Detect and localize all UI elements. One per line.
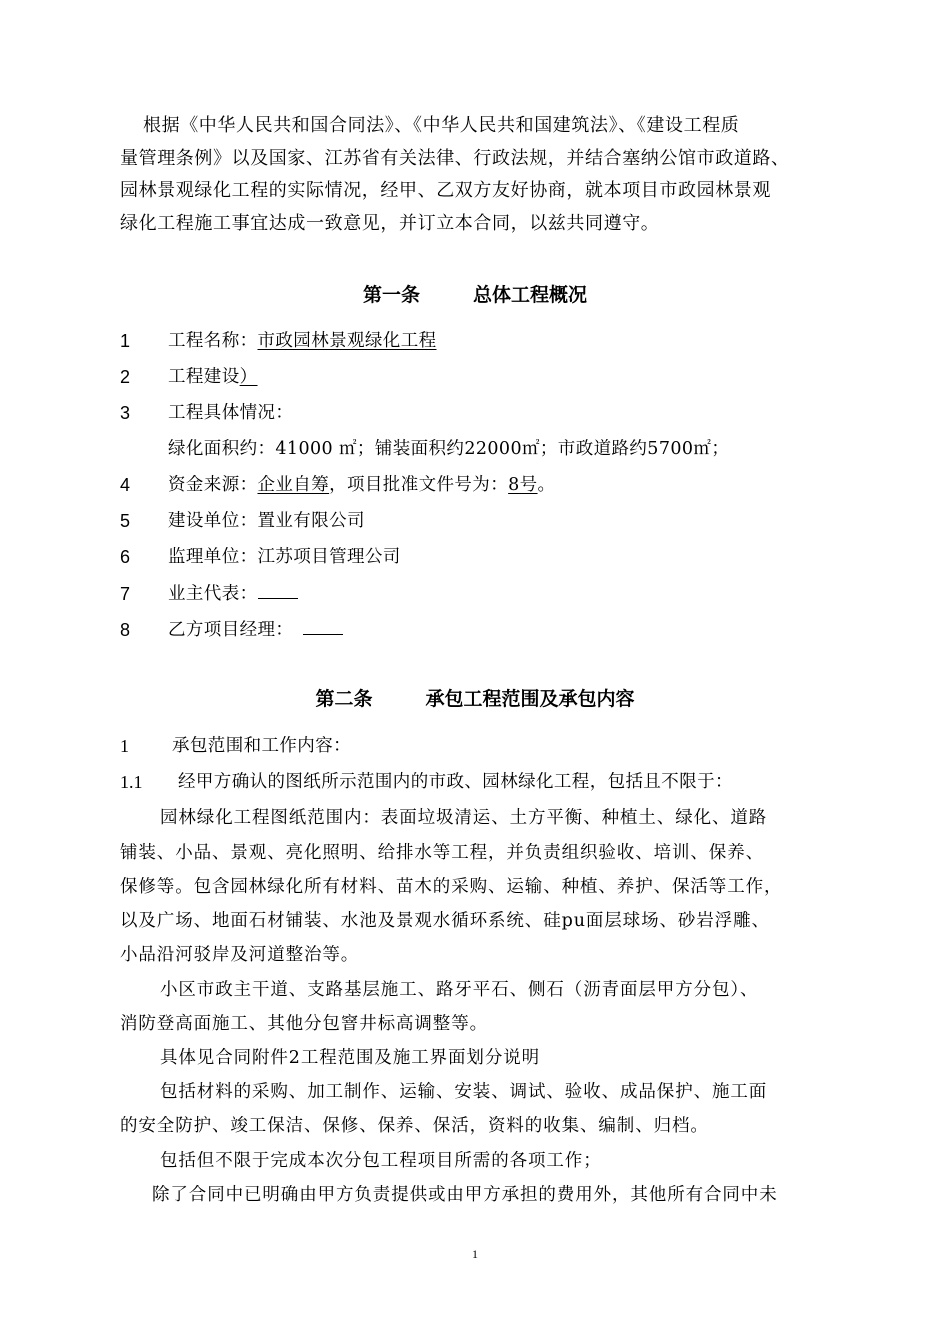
materials-line: 包括材料的采购、加工制作、运输、安装、调试、验收、成品保护、施工面 xyxy=(160,1082,768,1102)
item-number: 1 xyxy=(120,736,129,756)
item-text: 工程建设） xyxy=(168,367,258,387)
intro-line: 根据《中华人民共和国合同法》、《中华人民共和国建筑法》、《建设工程质 xyxy=(143,115,740,136)
garden-scope-line: 保修等。包含园林绿化所有材料、苗木的采购、运输、种植、养护、保活等工作， xyxy=(120,877,783,897)
item-number: 6 xyxy=(120,547,131,567)
item-project-name xyxy=(120,326,840,356)
item-number: 1 xyxy=(120,331,131,351)
attachment-reference: 具体见合同附件2工程范围及施工界面划分说明 xyxy=(160,1048,541,1068)
materials-line: 的安全防护、竣工保洁、保修、保养、保活，资料的收集、编制、归档。 xyxy=(120,1116,709,1136)
item-owner-representative xyxy=(120,579,840,609)
owner-representative-blank xyxy=(258,580,298,599)
include-line: 包括但不限于完成本次分包工程项目所需的各项工作； xyxy=(160,1151,602,1171)
project-manager-blank xyxy=(303,616,343,635)
intro-paragraph xyxy=(120,110,840,240)
item-number: 2 xyxy=(120,367,131,387)
item-text: 建设单位：置业有限公司 xyxy=(168,511,365,531)
item-project-construction xyxy=(120,362,840,392)
intro-line: 园林景观绿化工程的实际情况，经甲、乙双方友好协商，就本项目市政园林景观 xyxy=(120,180,771,201)
garden-scope-line: 小品沿河驳岸及河道整治等。 xyxy=(120,945,360,965)
item-supervision-unit xyxy=(120,542,840,572)
project-construction-value: ） xyxy=(239,367,258,387)
funding-source-value: 企业自筹 xyxy=(257,475,330,495)
item-number: 3 xyxy=(120,403,131,423)
item-text: 监理单位：江苏项目管理公司 xyxy=(168,547,401,567)
item-scope-of-work xyxy=(120,731,840,761)
item-scope-detail xyxy=(120,767,840,797)
article-2-heading: 第二条 承包工程范围及承包内容 xyxy=(315,688,635,710)
item-text: 经甲方确认的图纸所示范围内的市政、园林绿化工程，包括且不限于： xyxy=(178,772,733,792)
garden-scope-line: 园林绿化工程图纸范围内：表面垃圾清运、土方平衡、种植土、绿化、道路 xyxy=(160,808,768,828)
item-number: 8 xyxy=(120,620,131,640)
item-text: 业主代表： xyxy=(168,579,298,609)
intro-line: 绿化工程施工事宜达成一致意见，并订立本合同，以兹共同遵守。 xyxy=(120,212,660,234)
item-text: 乙方项目经理： xyxy=(168,615,343,645)
item-number: 5 xyxy=(120,511,131,531)
approval-number-value: 8号 xyxy=(508,475,538,495)
item-number: 4 xyxy=(120,475,131,495)
item-project-details xyxy=(120,398,840,428)
garden-scope-line: 铺装、小品、景观、亮化照明、给排水等工程，并负责组织验收、培训、保养、 xyxy=(120,843,764,863)
roads-scope-line: 消防登高面施工、其他分包窨井标高调整等。 xyxy=(120,1014,488,1034)
page-number: 1 xyxy=(472,1247,478,1261)
item-construction-unit xyxy=(120,506,840,536)
item-text: 工程名称：市政园林景观绿化工程 xyxy=(168,331,437,351)
article-1-heading: 第一条 总体工程概况 xyxy=(363,284,587,306)
project-areas: 绿化面积约：41000 ㎡；铺装面积约22000㎡；市政道路约5700㎡； xyxy=(168,439,730,459)
roads-scope-line: 小区市政主干道、支路基层施工、路牙平石、侧石（沥青面层甲方分包）、 xyxy=(160,980,759,1000)
item-number: 7 xyxy=(120,584,131,604)
item-project-manager xyxy=(120,615,840,645)
item-text: 工程具体情况： xyxy=(168,403,294,423)
project-name-value: 市政园林景观绿化工程 xyxy=(257,331,437,351)
except-line: 除了合同中已明确由甲方负责提供或由甲方承担的费用外，其他所有合同中未 xyxy=(152,1185,778,1205)
item-text: 资金来源：企业自筹，项目批准文件号为：8号。 xyxy=(168,475,556,495)
item-funding-source xyxy=(120,470,840,500)
item-text: 承包范围和工作内容： xyxy=(172,736,351,756)
item-number: 1.1 xyxy=(120,772,143,792)
intro-line: 量管理条例》以及国家、江苏省有关法律、行政法规，并结合塞纳公馆市政道路、 xyxy=(120,147,790,169)
garden-scope-line: 以及广场、地面石材铺装、水池及景观水循环系统、硅pu面层球场、砂岩浮雕、 xyxy=(120,911,770,931)
